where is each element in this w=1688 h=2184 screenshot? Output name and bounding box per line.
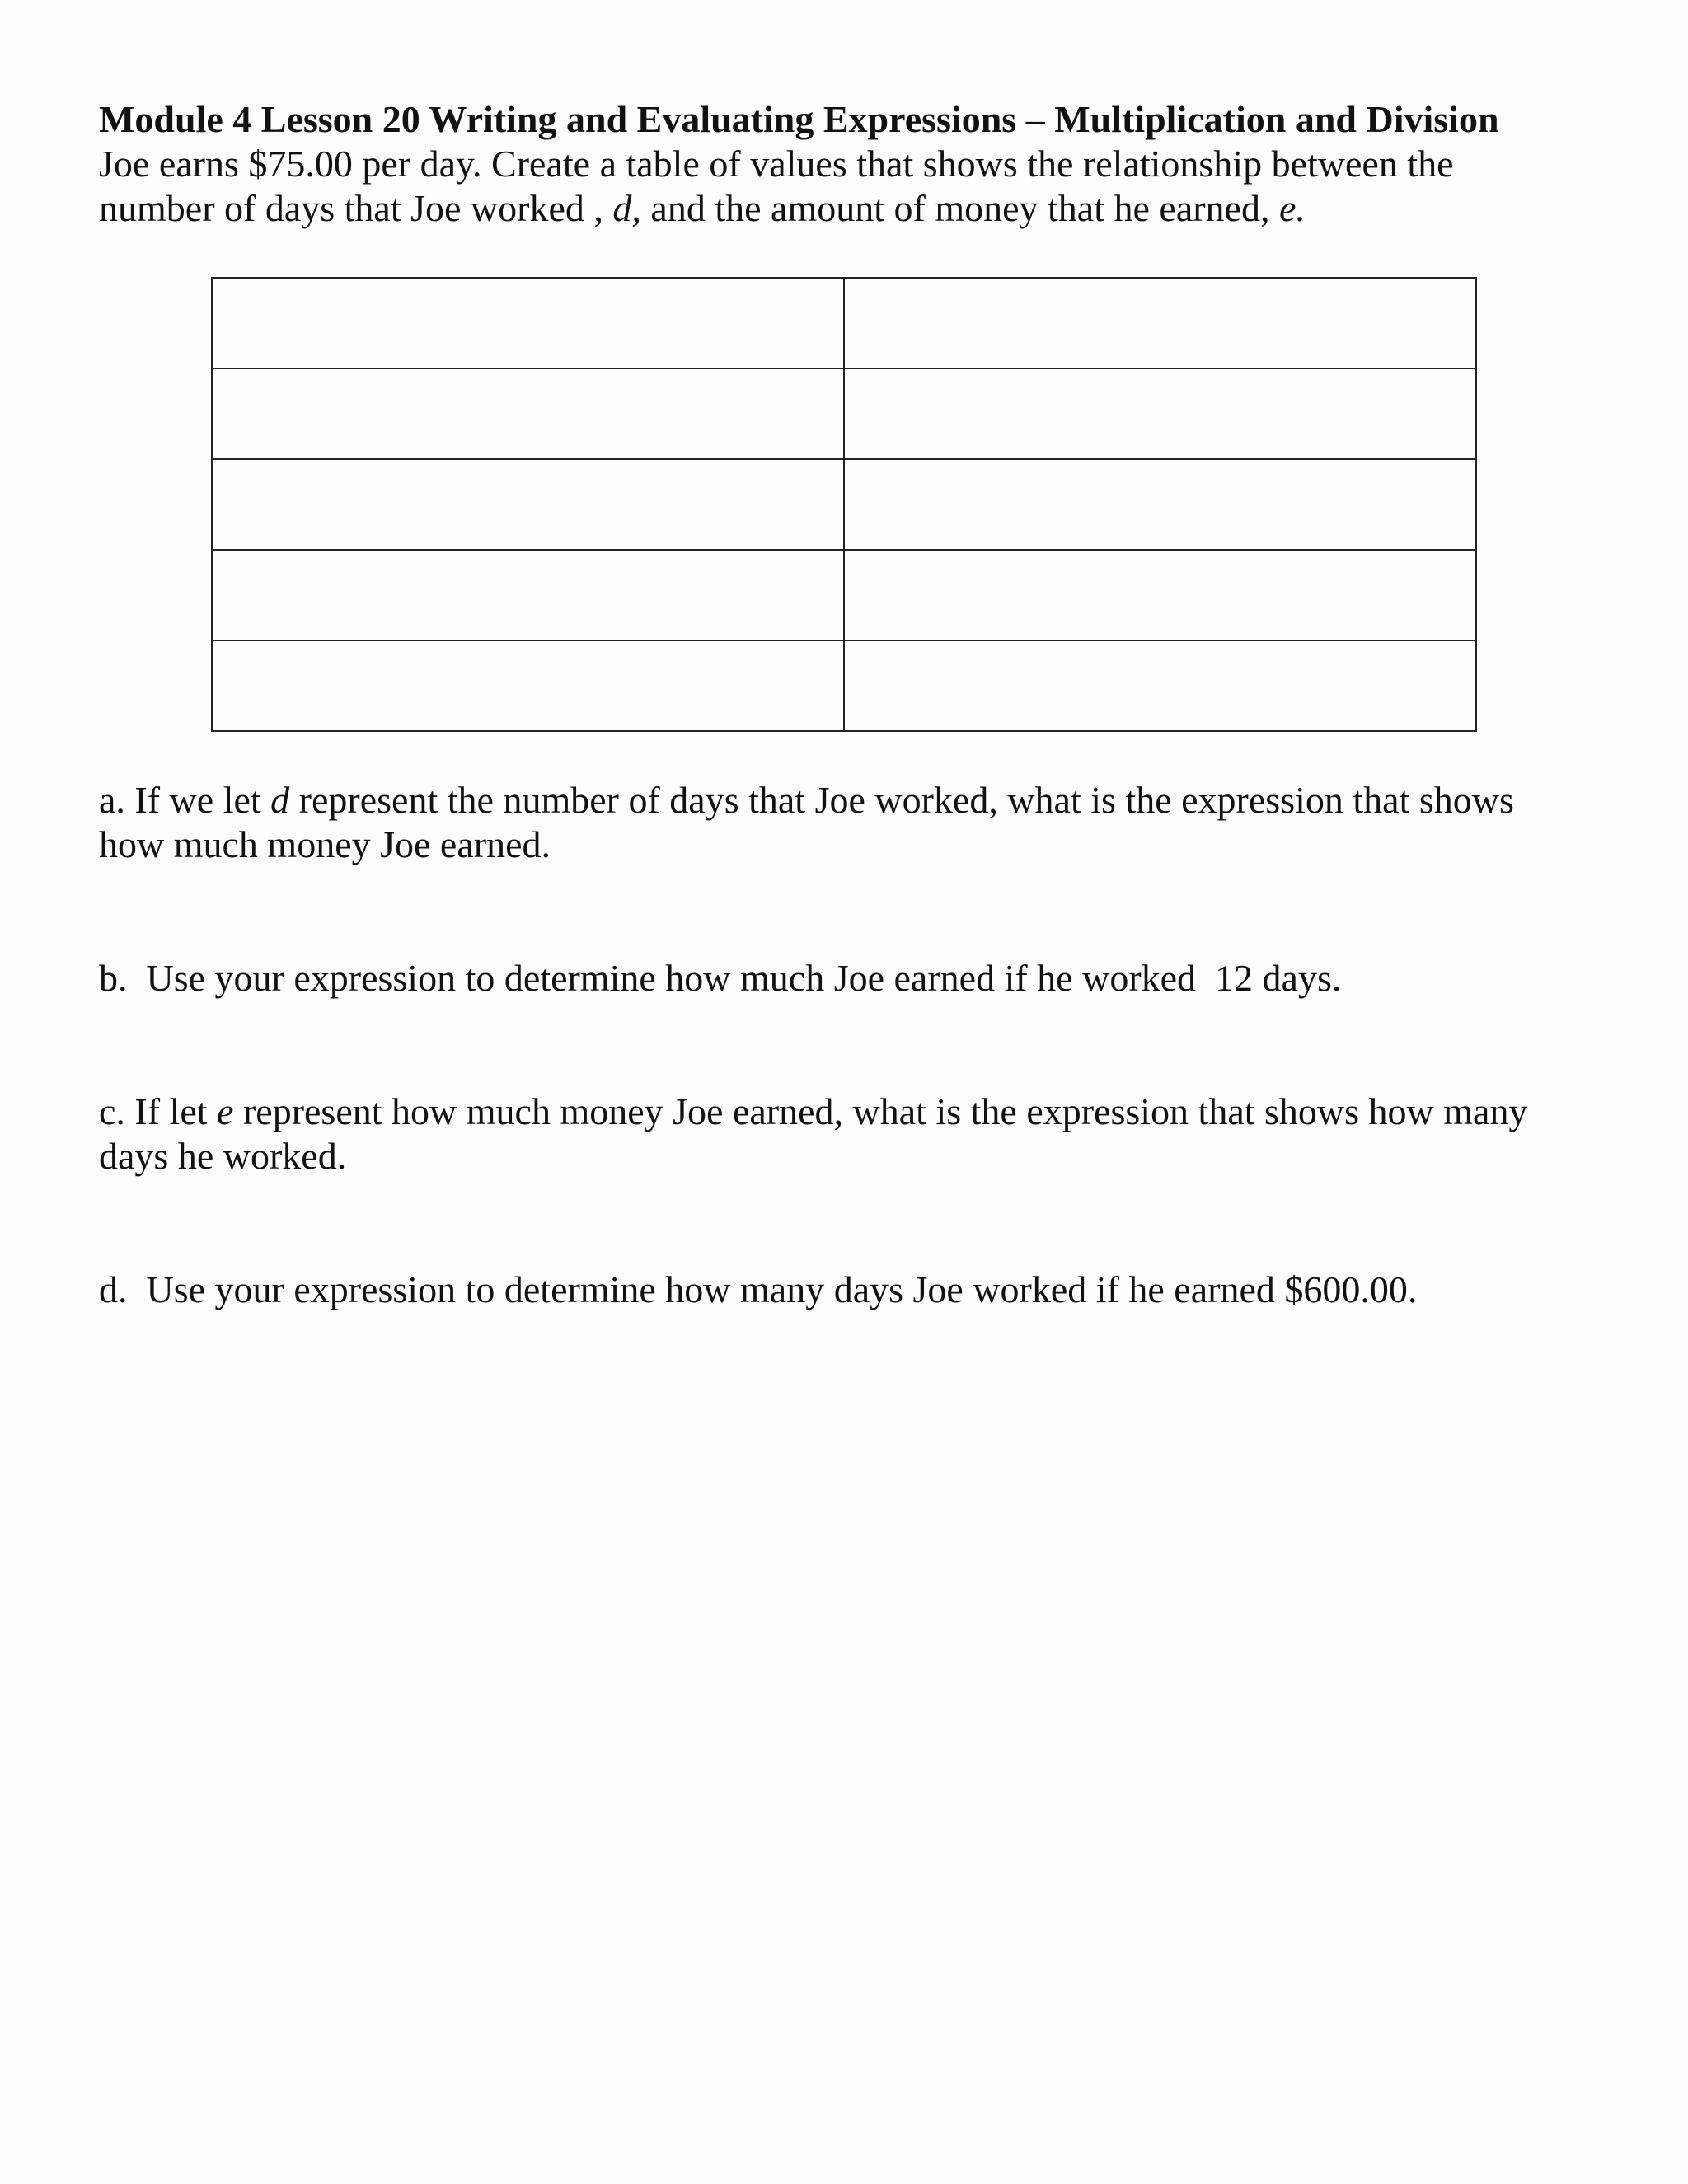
table-row	[212, 640, 1476, 731]
table-row	[212, 459, 1476, 550]
table-cell-days[interactable]	[212, 368, 844, 459]
question-a-line-2: how much money Joe earned.	[99, 823, 551, 865]
table-cell-earnings[interactable]	[844, 368, 1476, 459]
table-row	[212, 278, 1476, 368]
question-a-line-1	[99, 778, 1514, 823]
table-cell-days[interactable]	[212, 550, 844, 640]
question-a-text: represent the number of days that Joe worked, what is the expression that shows	[289, 779, 1514, 821]
worksheet-page	[99, 97, 1599, 1310]
question-d	[99, 1268, 1417, 1312]
question-c-prefix: c. If let	[99, 1090, 218, 1132]
question-c-variable: e	[217, 1090, 234, 1132]
question-c-line-1	[99, 1090, 1527, 1134]
variable-d: d,	[612, 187, 641, 229]
table-cell-earnings[interactable]	[844, 550, 1476, 640]
table-cell-earnings[interactable]	[844, 459, 1476, 550]
question-b-text: b. Use your expression to determine how much Joe earned if he worked 12 days.	[99, 957, 1342, 999]
table-of-values	[211, 277, 1477, 732]
table-cell-earnings[interactable]	[844, 278, 1476, 368]
problem-text-start: number of days that Joe worked ,	[99, 187, 613, 229]
table-cell-days[interactable]	[212, 278, 844, 368]
question-a-prefix: a. If we let	[99, 779, 271, 821]
table-row	[212, 368, 1476, 459]
problem-statement-line-1: Joe earns $75.00 per day. Create a table of values that shows the relationship between the	[99, 143, 1454, 185]
problem-statement	[99, 142, 1599, 231]
table-cell-days[interactable]	[212, 640, 844, 731]
question-c-line-2: days he worked.	[99, 1135, 347, 1177]
table-cell-days[interactable]	[212, 459, 844, 550]
worksheet-title: Module 4 Lesson 20 Writing and Evaluating Expressions – Multiplication and Division	[99, 98, 1499, 140]
problem-statement-line-2	[99, 186, 1599, 231]
question-b	[99, 956, 1341, 1001]
question-c-text: represent how much money Joe earned, what is the expression that shows how many	[233, 1090, 1528, 1132]
problem-text-middle: and the amount of money that he earned,	[640, 187, 1279, 229]
table-row	[212, 550, 1476, 640]
question-d-text: d. Use your expression to determine how many days Joe worked if he earned $600.00.	[99, 1268, 1418, 1310]
table-cell-earnings[interactable]	[844, 640, 1476, 731]
question-a	[99, 778, 1514, 867]
variable-e: e.	[1278, 187, 1306, 229]
question-a-variable: d	[270, 779, 290, 821]
question-c	[99, 1090, 1527, 1179]
